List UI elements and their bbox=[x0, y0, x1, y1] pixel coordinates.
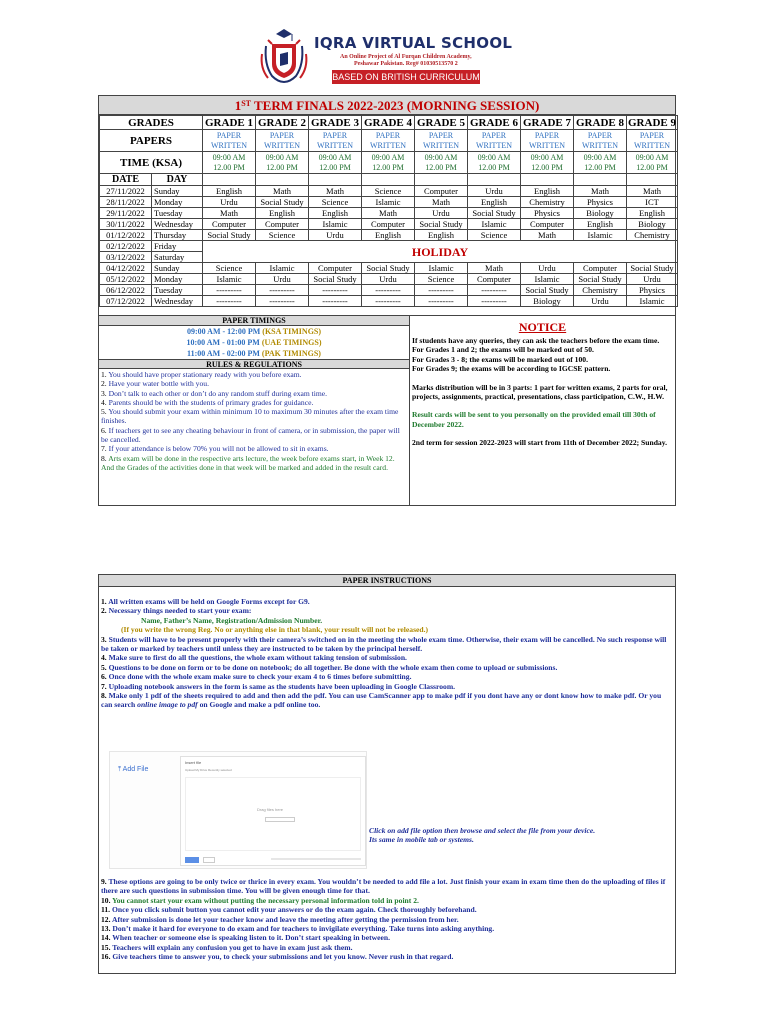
paper-instructions-section bbox=[98, 574, 676, 974]
subject-cell: Physics bbox=[627, 285, 678, 296]
paper-type-cell: PAPER WRITTEN bbox=[627, 130, 678, 152]
subject-cell: Chemistry bbox=[627, 230, 678, 241]
instruction-9: 9. These options are going to be only twice or thrice in every exam. You wouldn’t be needed to add file a lot. Just finish your exam in exam time then do the uploading of files if there are such questions in submission time. You will be given enough time for that. bbox=[101, 877, 666, 896]
subject-cell: Urdu bbox=[627, 274, 678, 285]
subject-cell: Science bbox=[362, 186, 415, 197]
instruction-12: 12. After submission is done let your teacher know and leave the meeting after getting the permission from her. bbox=[101, 914, 459, 924]
notice-grade-9: For Grades 9; the exams will be according to IGCSE pattern. bbox=[412, 364, 611, 374]
grades-row bbox=[100, 116, 678, 130]
rules-heading: RULES & REGULATIONS bbox=[99, 359, 409, 369]
timing-line: 09:00 AM - 12:00 PM (KSA TIMINGS) bbox=[186, 327, 322, 336]
subject-cell: Urdu bbox=[309, 230, 362, 241]
subject-cell: --------- bbox=[256, 285, 309, 296]
subject-cell: Math bbox=[468, 263, 521, 274]
date-cell: 30/11/2022 bbox=[100, 219, 152, 230]
day-cell: Tuesday bbox=[152, 208, 203, 219]
rule-item: 8. Arts exam will be done in the respective arts lecture, the week before exams start, in Week 12. And the Grades of the activities done in that week will be marked and added in the result card. bbox=[101, 453, 395, 472]
time-cell: 09:00 AM 12.00 PM bbox=[309, 152, 362, 174]
empty-header-cell bbox=[468, 174, 521, 186]
rule-item: 1. You should have proper stationary ready with you before exam. bbox=[101, 370, 302, 379]
empty-header-cell bbox=[574, 174, 627, 186]
grade-header: GRADE 6 bbox=[468, 116, 521, 130]
notice-second-term: 2nd term for session 2022-2023 will start from 11th of December 2022; Sunday. bbox=[412, 438, 668, 448]
time-cell: 09:00 AM 12.00 PM bbox=[468, 152, 521, 174]
subject-cell: Islamic bbox=[521, 274, 574, 285]
day-cell: Wednesday bbox=[152, 296, 203, 307]
subject-cell: --------- bbox=[415, 285, 468, 296]
date-cell: 05/12/2022 bbox=[100, 274, 152, 285]
instruction-11: 11. Once you click submit button you cannot edit your answers or do the exam again. Check thoroughly beforehand. bbox=[101, 905, 477, 915]
empty-header-cell bbox=[256, 174, 309, 186]
subject-cell: Computer bbox=[362, 219, 415, 230]
date-cell: 07/12/2022 bbox=[100, 296, 152, 307]
rule-item: 3. Don’t talk to each other or don’t do any random stuff during exam time. bbox=[101, 388, 328, 398]
notice-grades-1-2: For Grades 1 and 2; the exams will be marked out of 50. bbox=[412, 345, 594, 355]
time-cell: 09:00 AM 12.00 PM bbox=[256, 152, 309, 174]
empty-header-cell bbox=[203, 174, 256, 186]
subject-cell: Social Study bbox=[627, 263, 678, 274]
notice-heading: NOTICE bbox=[518, 320, 567, 334]
instruction-2: 2. Necessary things needed to start your exam: bbox=[101, 606, 252, 616]
subject-cell: Biology bbox=[627, 219, 678, 230]
paper-timings-list bbox=[99, 326, 409, 359]
subject-cell: Math bbox=[415, 197, 468, 208]
date-day-header-row bbox=[100, 174, 678, 186]
drop-zone-label: Drag files here bbox=[257, 807, 284, 812]
subject-cell: English bbox=[256, 208, 309, 219]
insert-button[interactable] bbox=[185, 857, 199, 863]
time-cell: 09:00 AM 12.00 PM bbox=[203, 152, 256, 174]
subject-cell: ICT bbox=[627, 197, 678, 208]
day-cell: Saturday bbox=[152, 252, 203, 263]
paper-type-cell: PAPER WRITTEN bbox=[468, 130, 521, 152]
paper-type-cell: PAPER WRITTEN bbox=[203, 130, 256, 152]
notice-marks-distribution: Marks distribution will be in 3 parts: 1 part for written exams, 2 parts for oral, projects, assignments, practical, presentations, class participation, C.W., H.W. bbox=[412, 382, 668, 402]
subject-cell: Computer bbox=[574, 263, 627, 274]
subject-cell: Math bbox=[574, 186, 627, 197]
subject-cell: Science bbox=[415, 274, 468, 285]
subject-cell: Social Study bbox=[415, 219, 468, 230]
subject-cell: --------- bbox=[468, 285, 521, 296]
day-cell: Sunday bbox=[152, 263, 203, 274]
subject-cell: Math bbox=[362, 208, 415, 219]
empty-header-cell bbox=[309, 174, 362, 186]
time-cell: 09:00 AM 12.00 PM bbox=[362, 152, 415, 174]
school-header bbox=[258, 24, 518, 90]
notice-body bbox=[410, 336, 675, 448]
time-row bbox=[100, 152, 678, 174]
instructions-list-top bbox=[99, 587, 675, 710]
instructions-list-bottom bbox=[99, 877, 675, 962]
date-cell: 04/12/2022 bbox=[100, 263, 152, 274]
schedule-row bbox=[100, 186, 678, 197]
subject-cell: English bbox=[415, 230, 468, 241]
cancel-button[interactable] bbox=[203, 857, 215, 863]
instruction-1: 1. All written exams will be held on Google Forms except for G9. bbox=[101, 597, 310, 606]
subject-cell: Social Study bbox=[309, 274, 362, 285]
subject-cell: Urdu bbox=[203, 197, 256, 208]
subject-cell: Social Study bbox=[468, 208, 521, 219]
school-tagline-2: Peshawar Pakistan. Reg# 01030513570 2 bbox=[354, 61, 458, 67]
paper-type-cell: PAPER WRITTEN bbox=[362, 130, 415, 152]
subject-cell: Urdu bbox=[521, 263, 574, 274]
day-cell: Monday bbox=[152, 274, 203, 285]
subject-cell: Science bbox=[309, 197, 362, 208]
subject-cell: Science bbox=[203, 263, 256, 274]
screenshot-caption: Click on add file option then browse and select the file from your device. Its same in mobile tab or systems. bbox=[369, 826, 596, 845]
upload-icon: ⤒ bbox=[118, 766, 123, 773]
schedule-row bbox=[100, 263, 678, 274]
subject-cell: Urdu bbox=[362, 274, 415, 285]
papers-label: PAPERS bbox=[100, 130, 203, 152]
schedule-row bbox=[100, 208, 678, 219]
subject-cell: Chemistry bbox=[574, 285, 627, 296]
grade-header: GRADE 8 bbox=[574, 116, 627, 130]
subject-cell: English bbox=[362, 230, 415, 241]
date-cell: 03/12/2022 bbox=[100, 252, 152, 263]
notice-queries: If students have any queries, they can ask the teachers before the exam time. bbox=[412, 336, 660, 345]
paper-instructions-heading: PAPER INSTRUCTIONS bbox=[99, 575, 675, 587]
rule-item: 5. You should submit your exam within minimum 10 to maximum 30 minutes after the exam time finishes. bbox=[101, 407, 399, 426]
term-title-sup: ST bbox=[241, 99, 251, 108]
rule-item: 4. Parents should be with the students of primary grades for guidance. bbox=[101, 397, 314, 407]
subject-cell: --------- bbox=[309, 296, 362, 307]
subject-cell: --------- bbox=[256, 296, 309, 307]
day-cell: Monday bbox=[152, 197, 203, 208]
add-file-button[interactable]: ⤒ Add File bbox=[118, 766, 149, 773]
subject-cell: Islamic bbox=[415, 263, 468, 274]
subject-cell: Computer bbox=[309, 263, 362, 274]
time-cell: 09:00 AM 12.00 PM bbox=[574, 152, 627, 174]
date-cell: 01/12/2022 bbox=[100, 230, 152, 241]
schedule-row bbox=[100, 285, 678, 296]
schedule-table bbox=[99, 115, 678, 307]
instruction-16: 16. Give teachers time to answer you, to check your submissions and let you know. Never rush in that regard. bbox=[101, 952, 454, 962]
term-title-pre: 1 bbox=[234, 98, 242, 113]
info-section bbox=[99, 315, 675, 505]
schedule-row bbox=[100, 230, 678, 241]
term-title bbox=[99, 96, 675, 115]
timing-line: 10:00 AM - 01:00 PM (UAE TIMINGS) bbox=[186, 338, 322, 347]
subject-cell: Islamic bbox=[309, 219, 362, 230]
timing-line: 11:00 AM - 02:00 PM (PAK TIMINGS) bbox=[187, 349, 321, 358]
subject-cell: --------- bbox=[203, 285, 256, 296]
paper-timings-heading: PAPER TIMINGS bbox=[99, 316, 409, 326]
paper-type-cell: PAPER WRITTEN bbox=[415, 130, 468, 152]
grade-header: GRADE 5 bbox=[415, 116, 468, 130]
rule-item: 7. If your attendance is below 70% you will not be allowed to sit in exams. bbox=[101, 444, 329, 454]
subject-cell: --------- bbox=[309, 285, 362, 296]
subject-cell: Islamic bbox=[627, 296, 678, 307]
schedule-row bbox=[100, 296, 678, 307]
instruction-15: 15. Teachers will explain any confusion you get to have in exam just ask them. bbox=[101, 942, 353, 952]
subject-cell: Social Study bbox=[362, 263, 415, 274]
day-cell: Friday bbox=[152, 241, 203, 252]
rules-list bbox=[99, 369, 409, 473]
dialog-footer-text bbox=[271, 858, 361, 860]
term-finals-section bbox=[98, 95, 676, 506]
time-cell: 09:00 AM 12.00 PM bbox=[627, 152, 678, 174]
time-cell: 09:00 AM 12.00 PM bbox=[415, 152, 468, 174]
instruction-3: 3. Students will have to be present properly with their camera’s switched on in the meeting the whole exam time. Otherwise, their exam will be cancelled. No such response will be taken or marked by teachers until unless they are instructed to be taken by the principal herself. bbox=[101, 634, 667, 654]
subject-cell: Biology bbox=[574, 208, 627, 219]
insert-file-screenshot bbox=[109, 751, 367, 869]
subject-cell: Social Study bbox=[203, 230, 256, 241]
subject-cell: Physics bbox=[521, 208, 574, 219]
subject-cell: Math bbox=[256, 186, 309, 197]
subject-cell: Chemistry bbox=[521, 197, 574, 208]
insert-file-title: Insert file bbox=[185, 760, 202, 765]
instruction-2-warning: (If you write the wrong Reg. No or anything else in that blank, your result will not be released.) bbox=[121, 625, 429, 635]
curriculum-badge: BASED ON BRITISH CURRICULUM bbox=[332, 72, 480, 82]
subject-cell: --------- bbox=[362, 296, 415, 307]
papers-row bbox=[100, 130, 678, 152]
notice-result-cards: Result cards will be sent to you personally on the provided email till 30th of December 2022. bbox=[412, 410, 656, 429]
timings-rules-panel bbox=[99, 316, 410, 506]
grade-header: GRADE 9 bbox=[628, 116, 676, 129]
subject-cell: English bbox=[203, 186, 256, 197]
rule-item: 6. If teachers get to see any cheating behaviour in front of camera, or in submission, the paper will be cancelled. bbox=[101, 425, 400, 445]
time-cell: 09:00 AM 12.00 PM bbox=[521, 152, 574, 174]
empty-header-cell bbox=[627, 174, 678, 186]
grade-header: GRADE 3 bbox=[309, 116, 362, 130]
subject-cell: Biology bbox=[521, 296, 574, 307]
day-cell: Tuesday bbox=[152, 285, 203, 296]
paper-type-cell: PAPER WRITTEN bbox=[574, 130, 627, 152]
drop-zone[interactable] bbox=[185, 777, 361, 851]
grade-header: GRADE 7 bbox=[521, 116, 574, 130]
instruction-4: 4. Make sure to first do all the questions, the whole exam without taking tension of submission. bbox=[101, 653, 407, 663]
empty-header-cell bbox=[362, 174, 415, 186]
insert-file-tabs: Upload My Drive Recently selected bbox=[185, 768, 232, 772]
time-label: TIME (KSA) bbox=[100, 152, 203, 174]
subject-cell: English bbox=[521, 186, 574, 197]
notice-grades-3-8: For Grades 3 - 8; the exams will be marked out of 100. bbox=[412, 354, 588, 364]
day-cell: Thursday bbox=[152, 230, 203, 241]
paper-type-cell: PAPER WRITTEN bbox=[521, 130, 574, 152]
subject-cell: Social Study bbox=[256, 197, 309, 208]
schedule-row bbox=[100, 241, 678, 252]
insert-file-dialog bbox=[180, 756, 366, 866]
subject-cell: Urdu bbox=[574, 296, 627, 307]
notice-panel bbox=[410, 316, 675, 506]
subject-cell: Social Study bbox=[574, 274, 627, 285]
date-column-header: DATE bbox=[100, 174, 152, 186]
subject-cell: Islamic bbox=[574, 230, 627, 241]
subject-cell: Urdu bbox=[415, 208, 468, 219]
date-cell: 06/12/2022 bbox=[100, 285, 152, 296]
subject-cell: Science bbox=[468, 230, 521, 241]
subject-cell: Computer bbox=[203, 219, 256, 230]
subject-cell: Computer bbox=[256, 219, 309, 230]
subject-cell: Physics bbox=[574, 197, 627, 208]
subject-cell: Islamic bbox=[203, 274, 256, 285]
subject-cell: English bbox=[627, 208, 678, 219]
subject-cell: English bbox=[574, 219, 627, 230]
subject-cell: Computer bbox=[468, 274, 521, 285]
subject-cell: English bbox=[309, 208, 362, 219]
instruction-14: 14. When teacher or someone else is speaking listen to it. Don’t start speaking in between. bbox=[101, 933, 390, 943]
schedule-row bbox=[100, 274, 678, 285]
instruction-2-fields: Name, Father’s Name, Registration/Admission Number. bbox=[141, 615, 323, 625]
grades-label: GRADES bbox=[100, 116, 203, 130]
date-cell: 27/11/2022 bbox=[100, 186, 152, 197]
subject-cell: Math bbox=[203, 208, 256, 219]
subject-cell: Islamic bbox=[362, 197, 415, 208]
grade-header: GRADE 1 bbox=[203, 116, 256, 130]
holiday-label: HOLIDAY bbox=[203, 241, 678, 263]
paper-type-cell: PAPER WRITTEN bbox=[256, 130, 309, 152]
empty-header-cell bbox=[521, 174, 574, 186]
subject-cell: --------- bbox=[468, 296, 521, 307]
subject-cell: Computer bbox=[415, 186, 468, 197]
school-tagline-1: An Online Project of Al Furqan Children Academy, bbox=[340, 54, 472, 60]
subject-cell: --------- bbox=[203, 296, 256, 307]
paper-type-cell: PAPER WRITTEN bbox=[309, 130, 362, 152]
day-column-header: DAY bbox=[152, 174, 203, 186]
date-cell: 28/11/2022 bbox=[100, 197, 152, 208]
instruction-13: 13. Don’t make it hard for everyone to do exam and for teachers to invigilate everything. Take turns into asking anything. bbox=[101, 924, 495, 934]
subject-cell: --------- bbox=[362, 285, 415, 296]
subject-cell: English bbox=[468, 197, 521, 208]
grade-header: GRADE 4 bbox=[362, 116, 415, 130]
subject-cell: --------- bbox=[415, 296, 468, 307]
subject-cell: Islamic bbox=[468, 219, 521, 230]
day-cell: Sunday bbox=[152, 186, 203, 197]
date-cell: 29/11/2022 bbox=[100, 208, 152, 219]
schedule-row bbox=[100, 197, 678, 208]
school-crest-logo bbox=[258, 24, 310, 86]
subject-cell: Urdu bbox=[256, 274, 309, 285]
subject-cell: Math bbox=[309, 186, 362, 197]
day-cell: Wednesday bbox=[152, 219, 203, 230]
empty-header-cell bbox=[415, 174, 468, 186]
instruction-10: 10. You cannot start your exam without putting the necessary personal information told in point 2. bbox=[101, 895, 419, 905]
subject-cell: Computer bbox=[521, 219, 574, 230]
schedule-row bbox=[100, 219, 678, 230]
instruction-6: 6. Once done with the whole exam make sure to check your exam 4 to 6 times before submitting. bbox=[101, 672, 412, 682]
date-cell: 02/12/2022 bbox=[100, 241, 152, 252]
subject-cell: Social Study bbox=[521, 285, 574, 296]
subject-cell: Math bbox=[627, 186, 678, 197]
subject-cell: Urdu bbox=[468, 186, 521, 197]
subject-cell: Math bbox=[521, 230, 574, 241]
instruction-5: 5. Questions to be done on form or to be done on notebook; do all together. Be done with the whole exam then come to upload or submissions. bbox=[101, 662, 558, 672]
browse-button[interactable] bbox=[265, 817, 295, 822]
subject-cell: Science bbox=[256, 230, 309, 241]
grade-header: GRADE 2 bbox=[256, 116, 309, 130]
instruction-7: 7. Uploading notebook answers in the form is same as the students have been uploading in Google Classroom. bbox=[101, 681, 456, 691]
school-name: IQRA VIRTUAL SCHOOL bbox=[314, 34, 513, 52]
subject-cell: Islamic bbox=[256, 263, 309, 274]
rule-item: 2. Have your water bottle with you. bbox=[101, 379, 209, 389]
instruction-8: 8. Make only 1 pdf of the sheets required to add and then add the pdf. You can use CamScanner app to make pdf if you dont have any or dont know how to make pdf. Or you can search online image to pdf on Google and make a pdf online too. bbox=[101, 691, 662, 710]
term-title-post: TERM FINALS 2022-2023 (MORNING SESSION) bbox=[250, 98, 540, 113]
